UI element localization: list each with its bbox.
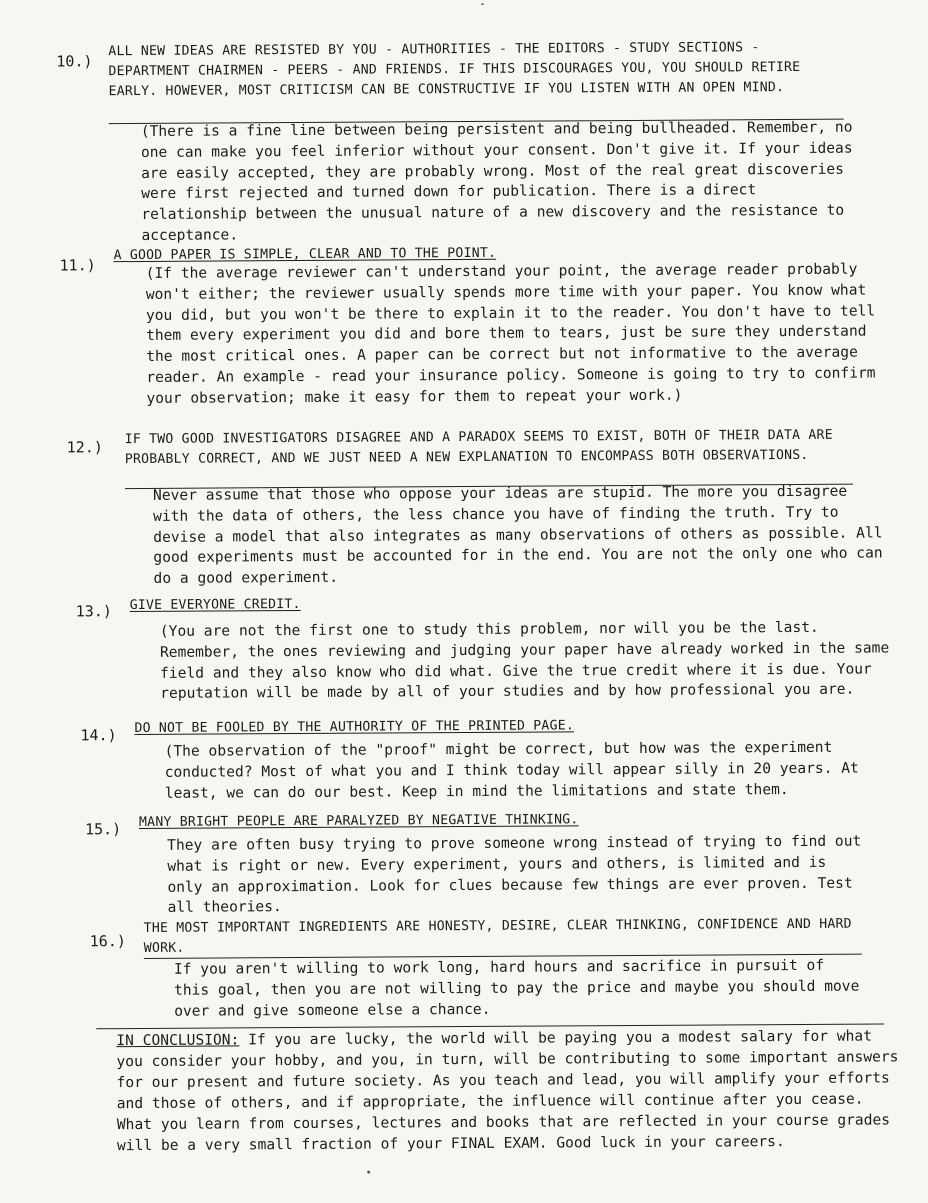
item-heading — [130, 592, 830, 616]
hole-mark: ⁃ — [479, 0, 486, 11]
item-heading — [134, 715, 834, 739]
heading-text: MANY BRIGHT PEOPLE ARE PARALYZED BY NEGATIVE THINKING. — [138, 812, 579, 831]
item-10 — [0, 0, 928, 244]
item-body: (If the average reviewer can't understand your point, the average reader probably won't either; the reviewer usually spends more time with your paper. You know what you did, but you won't be there to explain it to the reader. You don't have to tell them every experiment you did and bore them to tears, just be sure they understand the most critical ones. A paper can be correct but not informative to the average reader. An example - read your insurance policy. Someone is going to try to confirm your observation; make it easy for them to repeat your work.) — [145, 260, 876, 407]
paper-speck — [367, 1171, 370, 1174]
conclusion-label: IN CONCLUSION: — [116, 1031, 240, 1050]
item-number: 16.) — [89, 932, 126, 951]
item-body: Never assume that those who oppose your ideas are stupid. The more you disagree with the data of others, the less chance you have of finding the truth. Try to devise a model that also integrates as many observations of others as possible. All good experiments must be accounted for in the end. You are not the only one who can do a good experiment. — [152, 482, 883, 588]
item-number: 10.) — [56, 52, 93, 71]
heading-text: GIVE EVERYONE CREDIT. — [129, 597, 301, 614]
item-heading — [139, 809, 839, 833]
item-body: If you aren't willing to work long, hard hours and sacrifice in pursuit of this goal, then you are not willing to pay the price and maybe you should move over and give someone else a chance. — [173, 956, 860, 1020]
item-number: 13.) — [75, 602, 112, 621]
item-number: 12.) — [66, 438, 103, 457]
heading-text: A GOOD PAPER IS SIMPLE, CLEAR AND TO THE POINT. — [113, 245, 497, 264]
item-number: 11.) — [59, 256, 96, 275]
item-number: 14.) — [80, 726, 117, 745]
item-body: (There is a fine line between being persistent and being bullheaded. Remember, no one can make you feel inferior without your consent. Don't give it. If your ideas are easily accepted, they are probably wrong. Most of the real great discoveries were first rejected and turned down for publication. There is a direct relationship between the unusual nature of a new discovery and the resistance to acceptance. — [140, 118, 853, 244]
item-body: (You are not the first one to study this problem, nor will you be the last. Remember, the ones reviewing and judging your paper have already worked in the same field and they also know who did what. Give the true credit where it is due. Your reputation will be made by all of your studies and by how professional you are. — [159, 618, 890, 703]
item-heading: THE MOST IMPORTANT INGREDIENTS ARE HONESTY, DESIRE, CLEAR THINKING, CONFIDENCE AND HARD WORK. — [143, 916, 852, 956]
conclusion-paragraph — [116, 1025, 907, 1156]
conclusion-text: If you are lucky, the world will be paying you a modest salary for what you consider your hobby, and you, in turn, will be contributing to some important answers for our present and future society. As you teach and lead, you will amplify your efforts and those of others, and if appropriate, the influence will continue after you cease. What you learn from courses, lectures and books that are reflected in your course grades will be a very small fraction of your FINAL EXAM. Good luck in your careers. — [116, 1027, 899, 1155]
heading-text: DO NOT BE FOOLED BY THE AUTHORITY OF THE PRINTED PAGE. — [134, 718, 575, 737]
item-body: (The observation of the "proof" might be correct, but how was the experiment conducted? Most of what you and I think today will appear silly in 20 years. At least, we can do our best. Keep in mind the limitations and state them. — [164, 738, 859, 802]
item-heading: IF TWO GOOD INVESTIGATORS DISAGREE AND A PARADOX SEEMS TO EXIST, BOTH OF THEIR DATA ARE PROBABLY CORRECT, AND WE JUST NEED A NEW EXPLANATION TO ENCOMPASS BOTH OBSERVATIONS. — [124, 427, 833, 468]
item-number: 15.) — [85, 820, 122, 839]
item-heading: ALL NEW IDEAS ARE RESISTED BY YOU - AUTHORITIES - THE EDITORS - STUDY SECTIONS - DEPARTMENT CHAIRMEN - PEERS - AND FRIENDS. IF THIS DISCOURAGES YOU, YOU SHOULD RETIRE EARLY. HOWEVER, MOST CRITICISM CAN BE CONSTRUCTIVE IF YOU LISTEN WITH AN OPEN MIND. — [108, 40, 801, 100]
item-body: They are often busy trying to prove someone wrong instead of trying to find out what is right or new. Every experiment, yours and others, is limited and is only an approximation. Look for clues because few things are ever proven. Test all theories. — [167, 832, 862, 917]
